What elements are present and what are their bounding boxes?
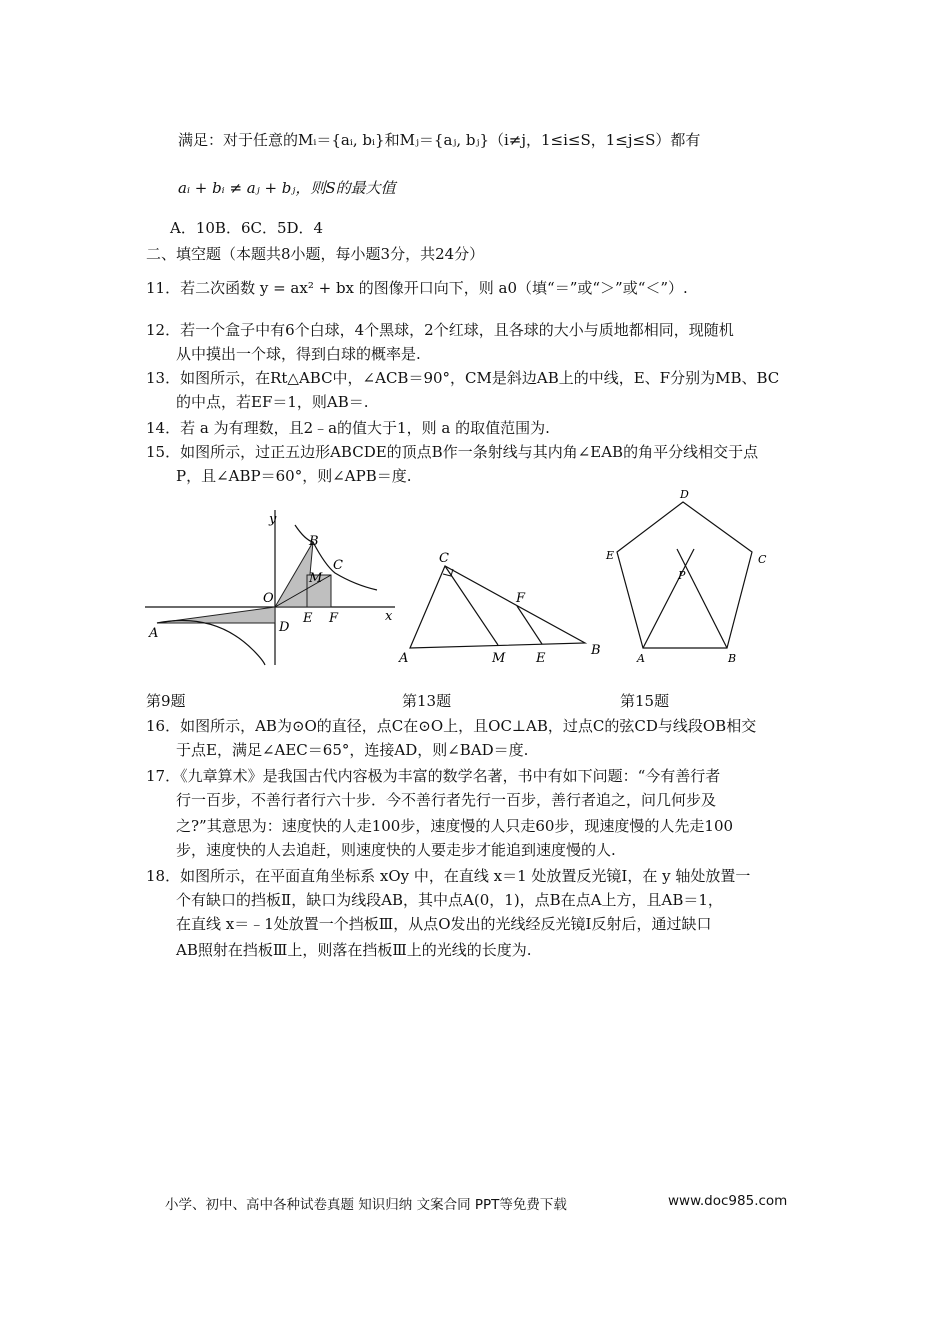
question-17-c: 之?”其意思为：速度快的人走100步，速度慢的人只走60步，现速度慢的人先走100 bbox=[176, 817, 734, 835]
fig9-label-D: D bbox=[279, 620, 290, 635]
question-18-d: AB照射在挡板Ⅲ上，则落在挡板Ⅲ上的光线的长度为. bbox=[176, 941, 532, 959]
fig13-label-B: B bbox=[591, 643, 601, 658]
question-12-b: 从中摸出一个球，得到白球的概率是. bbox=[176, 345, 421, 363]
fig9-label-C: C bbox=[333, 558, 343, 573]
section-heading: 二、填空题（本题共8小题，每小题3分，共24分） bbox=[146, 245, 485, 263]
fig15-label-D: D bbox=[680, 488, 689, 501]
question-12-a: 12．若一个盒子中有6个白球，4个黑球，2个红球，且各球的大小与质地都相同，现随机 bbox=[146, 321, 734, 339]
question-18-c: 在直线 x＝﹣1处放置一个挡板Ⅲ，从点O发出的光线经反光镜Ⅰ反射后，通过缺口 bbox=[176, 915, 712, 933]
fig13-label-M: M bbox=[492, 651, 506, 666]
fig9-label-x: x bbox=[385, 609, 393, 624]
fig9-label-F: F bbox=[329, 611, 339, 626]
figure-9 bbox=[145, 510, 395, 670]
line-2: aᵢ + bᵢ ≠ aⱼ + bⱼ，则S的最大值 bbox=[178, 179, 396, 197]
fig9-label-E: E bbox=[303, 611, 313, 626]
question-18-a: 18．如图所示，在平面直角坐标系 xOy 中，在直线 x＝1 处放置反光镜Ⅰ，在 y 轴处放置一 bbox=[146, 867, 751, 885]
fig9-label-A: A bbox=[149, 626, 159, 641]
fig13-label-C: C bbox=[439, 551, 449, 566]
question-13-b: 的中点，若EF＝1，则AB＝. bbox=[176, 393, 369, 411]
fig13-label-E: E bbox=[536, 651, 546, 666]
question-17-a: 17．《九章算术》是我国古代内容极为丰富的数学名著，书中有如下问题：“今有善行者 bbox=[146, 767, 721, 785]
fig15-label-E: E bbox=[606, 549, 615, 562]
figure-15 bbox=[600, 485, 775, 670]
question-14: 14．若 a 为有理数，且2﹣a的值大于1，则 a 的取值范围为. bbox=[146, 419, 550, 437]
fig15-label-B: B bbox=[728, 652, 737, 665]
fig13-label-F: F bbox=[516, 591, 526, 606]
question-18-b: 个有缺口的挡板Ⅱ，缺口为线段AB，其中点A(0，1)，点B在点A上方，且AB＝1， bbox=[176, 891, 723, 909]
fig15-label-P: P bbox=[678, 569, 686, 582]
caption-fig13: 第13题 bbox=[402, 692, 452, 710]
fig15-label-A: A bbox=[637, 652, 645, 665]
question-15-b: P，且∠ABP＝60°，则∠APB＝度. bbox=[176, 467, 412, 485]
fig9-label-y: y bbox=[269, 512, 277, 527]
question-15-a: 15．如图所示，过正五边形ABCDE的顶点B作一条射线与其内角∠EAB的角平分线相交于点 bbox=[146, 443, 759, 461]
fig13-label-A: A bbox=[399, 651, 409, 666]
fig9-label-B: B bbox=[309, 534, 319, 549]
footer-url[interactable]: www.doc985.com bbox=[668, 1193, 788, 1209]
fig9-label-M: M bbox=[309, 571, 323, 586]
question-13-a: 13．如图所示，在Rt△ABC中，∠ACB＝90°，CM是斜边AB上的中线，E、F分别为MB、BC bbox=[146, 369, 780, 387]
question-16-b: 于点E，满足∠AEC＝65°，连接AD，则∠BAD＝度. bbox=[176, 741, 529, 759]
caption-fig15: 第15题 bbox=[620, 692, 670, 710]
fig15-label-C: C bbox=[758, 553, 767, 566]
question-11: 11．若二次函数 y = ax² + bx 的图像开口向下，则 a0（填“＝”或“＞”或“＜”）. bbox=[146, 279, 688, 297]
footer-text: 小学、初中、高中各种试卷真题 知识归纳 文案合同 PPT等免费下载 bbox=[165, 1197, 567, 1213]
options-line: A．10B．6C．5D．4 bbox=[170, 219, 324, 237]
figure-13 bbox=[395, 548, 605, 668]
question-17-d: 步，速度快的人去追赶，则速度快的人要走步才能追到速度慢的人. bbox=[176, 841, 616, 859]
caption-fig9: 第9题 bbox=[146, 692, 186, 710]
question-16-a: 16．如图所示，AB为⊙O的直径，点C在⊙O上，且OC⊥AB，过点C的弦CD与线段OB相交 bbox=[146, 717, 757, 735]
question-17-b: 行一百步，不善行者行六十步．今不善行者先行一百步，善行者追之，问几何步及 bbox=[176, 791, 717, 809]
line-1: 满足：对于任意的Mᵢ＝{aᵢ, bᵢ}和Mⱼ＝{aⱼ, bⱼ}（i≠j，1≤i≤S，1≤j≤S）都有 bbox=[178, 131, 701, 149]
fig9-label-O: O bbox=[263, 591, 274, 606]
